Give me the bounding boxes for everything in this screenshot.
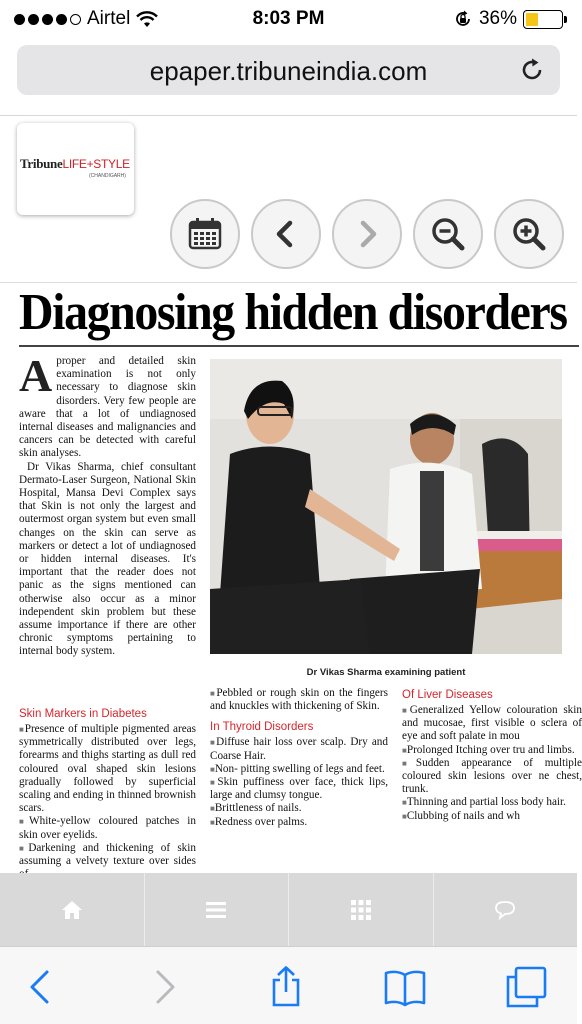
doctor-patient-photo	[210, 359, 562, 654]
menu-icon	[203, 897, 229, 923]
thyroid-column	[210, 687, 388, 829]
clock: 8:03 PM	[252, 8, 325, 29]
share-icon	[264, 965, 308, 1009]
status-right	[453, 8, 563, 30]
logo-edition: (CHANDIGARH)	[89, 173, 126, 179]
speech-bubble-icon	[492, 897, 518, 923]
list-item: ■ Brittleness of nails.	[210, 802, 388, 815]
list-item: ■ Clubbing of nails and wh	[402, 810, 582, 823]
calendar-icon	[185, 214, 225, 254]
calendar-button[interactable]	[170, 199, 240, 269]
zoom-in-icon	[509, 214, 549, 254]
list-item: ■ Diffuse hair loss over scalp. Dry and Coarse Hair.	[210, 736, 388, 762]
diabetes-section	[19, 698, 196, 881]
next-page-button[interactable]	[332, 199, 402, 269]
list-item: ■ Generalized Yellow colouration skin and mucosae, first visible o sclera of eye and soft palate in mou	[402, 704, 582, 744]
browser-toolbar	[0, 946, 577, 1024]
list-item: ■ Pebbled or rough skin on the fingers and knuckles with thickening of Skin.	[210, 687, 388, 713]
comment-button[interactable]	[434, 873, 578, 946]
zoom-out-button[interactable]	[413, 199, 483, 269]
home-icon	[59, 897, 85, 923]
photo-caption: Dr Vikas Sharma examining patient	[306, 667, 466, 678]
rotation-lock-icon	[453, 9, 473, 29]
back-chevron-icon	[18, 965, 62, 1009]
grid-icon	[348, 897, 374, 923]
chevron-right-icon	[347, 214, 387, 254]
carrier-name: Airtel	[87, 8, 131, 29]
status-bar	[0, 0, 577, 38]
battery-percent: 36%	[478, 8, 517, 29]
article-intro-column	[19, 350, 196, 659]
list-item: ■ White-yellow coloured patches in skin over eyelids.	[19, 815, 196, 841]
zoom-out-icon	[428, 214, 468, 254]
tabs-icon	[504, 965, 548, 1009]
forward-button[interactable]	[141, 963, 189, 1011]
article-photo	[210, 359, 562, 654]
list-item: ■ Redness over palms.	[210, 816, 388, 829]
back-button[interactable]	[16, 963, 64, 1011]
home-button[interactable]	[0, 873, 145, 946]
browser-divider	[0, 115, 577, 116]
logo-brand: Tribune	[20, 156, 63, 171]
publication-logo[interactable]	[17, 123, 134, 215]
newspaper-page[interactable]	[0, 283, 582, 873]
headline-rule	[19, 345, 579, 347]
article-headline: Diagnosing hidden disorders	[19, 284, 567, 341]
url-text: epaper.tribuneindia.com	[149, 56, 428, 86]
diabetes-heading: Skin Markers in Diabetes	[19, 708, 147, 720]
previous-page-button[interactable]	[251, 199, 321, 269]
reload-icon[interactable]	[518, 56, 546, 84]
forward-chevron-icon	[143, 965, 187, 1009]
battery-icon	[523, 10, 563, 29]
list-item: ■ Presence of multiple pigmented areas symmetrically distributed over legs, forearms and thighs starting as dull red coloured oval shaped skin lesions gradually followed by superficial scaling and ending in thinned brownish scars.	[19, 723, 196, 815]
share-button[interactable]	[262, 963, 310, 1011]
liver-heading: Of Liver Diseases	[402, 689, 493, 701]
bookmarks-button[interactable]	[381, 963, 429, 1011]
logo-section: LIFE+STYLE	[62, 157, 130, 171]
intro-paragraph-2: Dr Vikas Sharma, chief consultant Dermato-Laser Surgeon, National Skin Hospital, Mansa Devi Complex says that Skin is not only the largest and outermost organ system but even small changes on the skin can serve as markers or detect a lot of undiagnosed or hidden internal diseases. It's important that the reader does not panic as the signs mentioned can otherwise also occur as a minor independent skin problem but these assume importance if there are other chronic symptoms pertaining to internal body system.	[19, 460, 196, 658]
zoom-in-button[interactable]	[494, 199, 564, 269]
list-item: ■ Prolonged Itching over tru and limbs.	[402, 744, 582, 757]
intro-paragraph-1: proper and detailed skin examination is not only necessary to diagnose skin disorders. Very few people are aware that a lot of undiagnosed internal diseases and malignancies and cancers can be detected with careful skin analyses.	[19, 355, 196, 460]
drop-cap: A	[19, 350, 53, 401]
address-bar[interactable]	[17, 45, 560, 95]
epaper-bottom-nav	[0, 873, 577, 946]
list-item: ■ Sudden appearance of multiple coloured skin lesions over ne chest, trunk.	[402, 757, 582, 797]
list-item: ■ Non- pitting swelling of legs and feet.	[210, 763, 388, 776]
list-item: ■ Darkening and thickening of skin assuming a velvety texture over sides	[19, 842, 196, 882]
list-item: ■ Skin puffiness over face, thick lips, large and clumsy tongue.	[210, 776, 388, 802]
book-icon	[383, 965, 427, 1009]
grid-view-button[interactable]	[289, 873, 434, 946]
tabs-button[interactable]	[502, 963, 550, 1011]
liver-column	[402, 687, 582, 823]
menu-button[interactable]	[145, 873, 290, 946]
chevron-left-icon	[266, 214, 306, 254]
thyroid-heading: In Thyroid Disorders	[210, 721, 314, 734]
list-item: ■ Thinning and partial loss body hair.	[402, 796, 582, 809]
